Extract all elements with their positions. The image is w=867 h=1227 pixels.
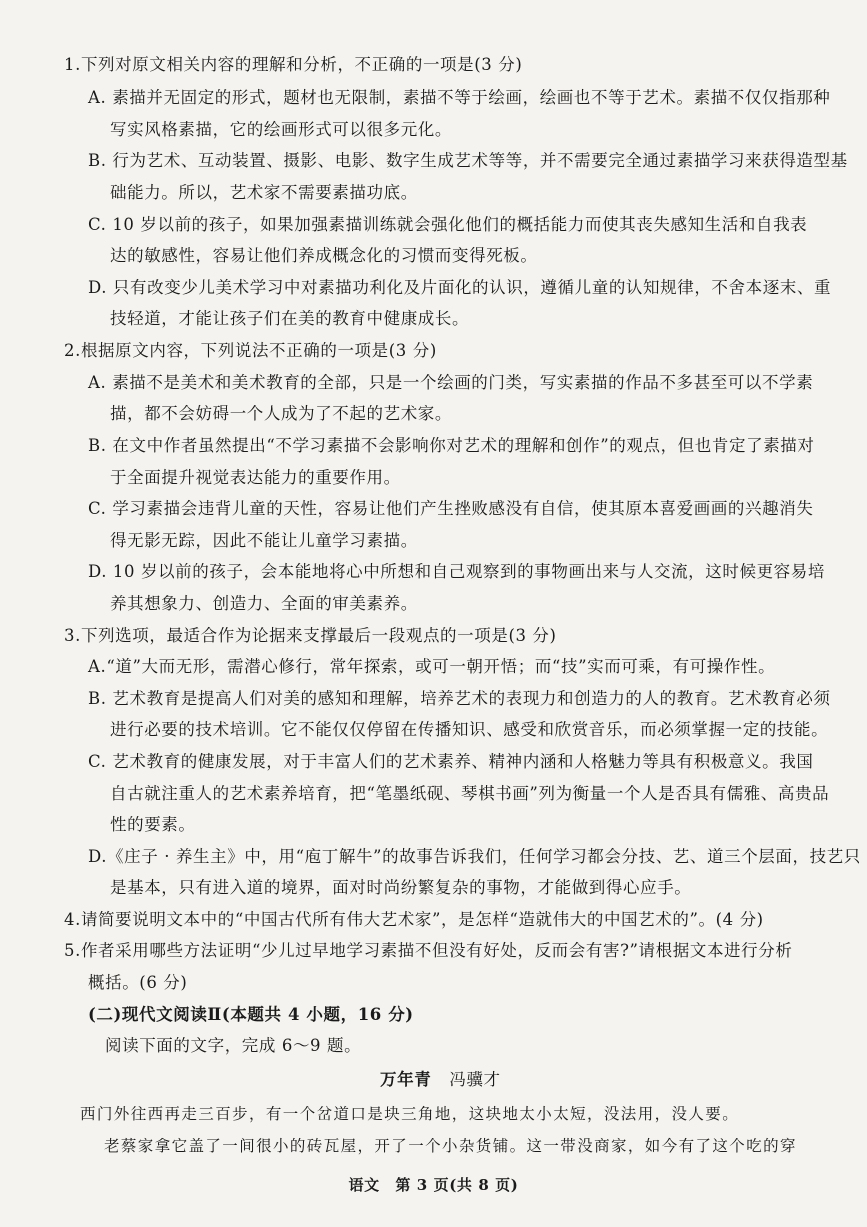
q5-stem-cont: 概括。(6 分) [88, 973, 188, 992]
q3-option-c-cont: 自古就注重人的艺术素养培育，把“笔墨纸砚、琴棋书画”列为衡量一个人是否具有儒雅、高贵品 [110, 784, 830, 803]
q1-option-a: A. 素描并无固定的形式，题材也无限制，素描不等于绘画，绘画也不等于艺术。素描不仅仅指那种 [88, 88, 831, 107]
q1-option-b-cont: 础能力。所以，艺术家不需要素描功底。 [110, 183, 418, 202]
q3-option-d: D.《庄子 · 养生主》中，用“庖丁解牛”的故事告诉我们，任何学习都会分技、艺、道三个层面，技艺只 [88, 847, 861, 866]
section-instruction: 阅读下面的文字，完成 6～9 题。 [105, 1036, 362, 1055]
q1-stem: 1.下列对原文相关内容的理解和分析，不正确的一项是(3 分) [64, 55, 523, 74]
q2-option-c-cont: 得无影无踪，因此不能让儿童学习素描。 [110, 531, 418, 550]
q2-option-a: A. 素描不是美术和美术教育的全部，只是一个绘画的门类，写实素描的作品不多甚至可以不学素 [88, 373, 814, 392]
q3-option-a: A.“道”大而无形，需潜心修行，常年探索，或可一朝开悟；而“技”实而可乘，有可操作性。 [88, 657, 776, 676]
q2-option-a-cont: 描，都不会妨碍一个人成为了不起的艺术家。 [110, 404, 452, 423]
story-author: 冯骥才 [449, 1070, 501, 1089]
q2-option-c: C. 学习素描会违背儿童的天性，容易让他们产生挫败感没有自信，使其原本喜爱画画的兴趣消失 [88, 499, 814, 518]
q1-option-d: D. 只有改变少儿美术学习中对素描功利化及片面化的认识，遵循儿童的认知规律，不舍本逐末、重 [88, 278, 832, 297]
q1-option-c: C. 10 岁以前的孩子，如果加强素描训练就会强化他们的概括能力而使其丧失感知生活和自我表 [88, 215, 808, 234]
q3-option-c-cont2: 性的要素。 [110, 815, 196, 834]
q5-stem: 5.作者采用哪些方法证明“少儿过早地学习素描不但没有好处，反而会有害?”请根据文本进行分析 [64, 941, 793, 960]
q2-stem: 2.根据原文内容，下列说法不正确的一项是(3 分) [64, 341, 437, 360]
q3-option-b: B. 艺术教育是提高人们对美的感知和理解，培养艺术的表现力和创造力的人的教育。艺术教育必须 [88, 689, 831, 708]
q3-option-d-cont: 是基本，只有进入道的境界，面对时尚纷繁复杂的事物，才能做到得心应手。 [110, 878, 692, 897]
story-paragraph-1: 西门外往西再走三百步，有一个岔道口是块三角地，这块地太小太短，没法用，没人要。 [80, 1105, 740, 1123]
q3-option-b-cont: 进行必要的技术培训。它不能仅仅停留在传播知识、感受和欣赏音乐，而必须掌握一定的技能。 [110, 720, 829, 739]
section-heading: (二)现代文阅读Ⅱ(本题共 4 小题，16 分) [88, 1005, 414, 1024]
q2-option-d-cont: 养其想象力、创造力、全面的审美素养。 [110, 594, 418, 613]
q3-option-c: C. 艺术教育的健康发展，对于丰富人们的艺术素养、精神内涵和人格魅力等具有积极意义。我国 [88, 752, 814, 771]
story-paragraph-2: 老蔡家拿它盖了一间很小的砖瓦屋，开了一个小杂货铺。这一带没商家，如今有了这个吃的穿 [104, 1137, 797, 1155]
q2-option-d: D. 10 岁以前的孩子，会本能地将心中所想和自己观察到的事物画出来与人交流，这时候更容易培 [88, 562, 825, 581]
q1-option-b: B. 行为艺术、互动装置、摄影、电影、数字生成艺术等等，并不需要完全通过素描学习来获得造型基 [88, 151, 848, 170]
q3-stem: 3.下列选项，最适合作为论据来支撑最后一段观点的一项是(3 分) [64, 626, 557, 645]
q1-option-a-cont: 写实风格素描，它的绘画形式可以很多元化。 [110, 120, 452, 139]
page-footer: 语文 第 3 页(共 8 页) [348, 1176, 519, 1194]
q1-option-d-cont: 技轻道，才能让孩子们在美的教育中健康成长。 [110, 309, 470, 328]
q2-option-b-cont: 于全面提升视觉表达能力的重要作用。 [110, 468, 401, 487]
story-title [380, 1072, 501, 1089]
story-title-text: 万年青 [380, 1070, 432, 1089]
q1-option-c-cont: 达的敏感性，容易让他们养成概念化的习惯而变得死板。 [110, 246, 538, 265]
q2-option-b: B. 在文中作者虽然提出“不学习素描不会影响你对艺术的理解和创作”的观点，但也肯定了素描对 [88, 436, 815, 455]
q4-stem: 4.请简要说明文本中的“中国古代所有伟大艺术家”，是怎样“造就伟大的中国艺术的”。(4 分) [64, 910, 764, 929]
